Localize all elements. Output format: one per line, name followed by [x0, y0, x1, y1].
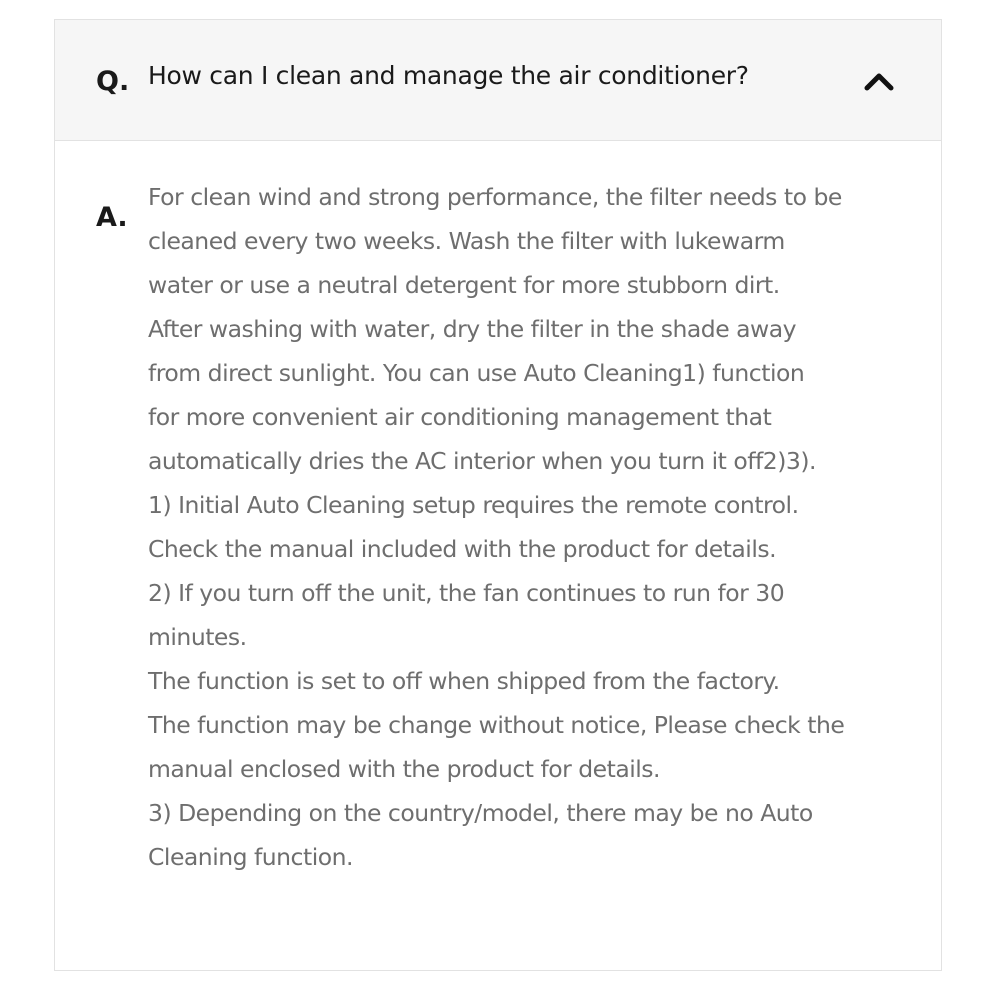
answer-line: The function may be change without notice, Please check the: [148, 711, 845, 739]
answer-line: For clean wind and strong performance, the filter needs to be: [148, 183, 842, 211]
answer-line: 2) If you turn off the unit, the fan continues to run for 30: [148, 579, 785, 607]
chevron-up-icon[interactable]: [861, 66, 897, 96]
answer-text: [148, 175, 918, 879]
answer-line: The function is set to off when shipped from the factory.: [148, 667, 780, 695]
faq-question-header[interactable]: [55, 20, 941, 141]
answer-line: from direct sunlight. You can use Auto Cleaning1) function: [148, 359, 805, 387]
answer-line: Check the manual included with the product for details.: [148, 535, 777, 563]
answer-line: cleaned every two weeks. Wash the filter with lukewarm: [148, 227, 785, 255]
answer-line: Cleaning function.: [148, 843, 353, 871]
answer-line: for more convenient air conditioning management that: [148, 403, 772, 431]
answer-line: 1) Initial Auto Cleaning setup requires the remote control.: [148, 491, 799, 519]
answer-line: minutes.: [148, 623, 247, 651]
answer-line: water or use a neutral detergent for more stubborn dirt.: [148, 271, 780, 299]
answer-marker: A.: [96, 202, 128, 233]
question-marker: Q.: [96, 66, 130, 97]
faq-item: [54, 19, 942, 971]
answer-line: manual enclosed with the product for details.: [148, 755, 661, 783]
answer-line: After washing with water, dry the filter in the shade away: [148, 315, 797, 343]
answer-line: 3) Depending on the country/model, there may be no Auto: [148, 799, 813, 827]
question-text[interactable]: How can I clean and manage the air conditioner?: [148, 61, 749, 90]
answer-line: automatically dries the AC interior when you turn it off2)3).: [148, 447, 816, 475]
